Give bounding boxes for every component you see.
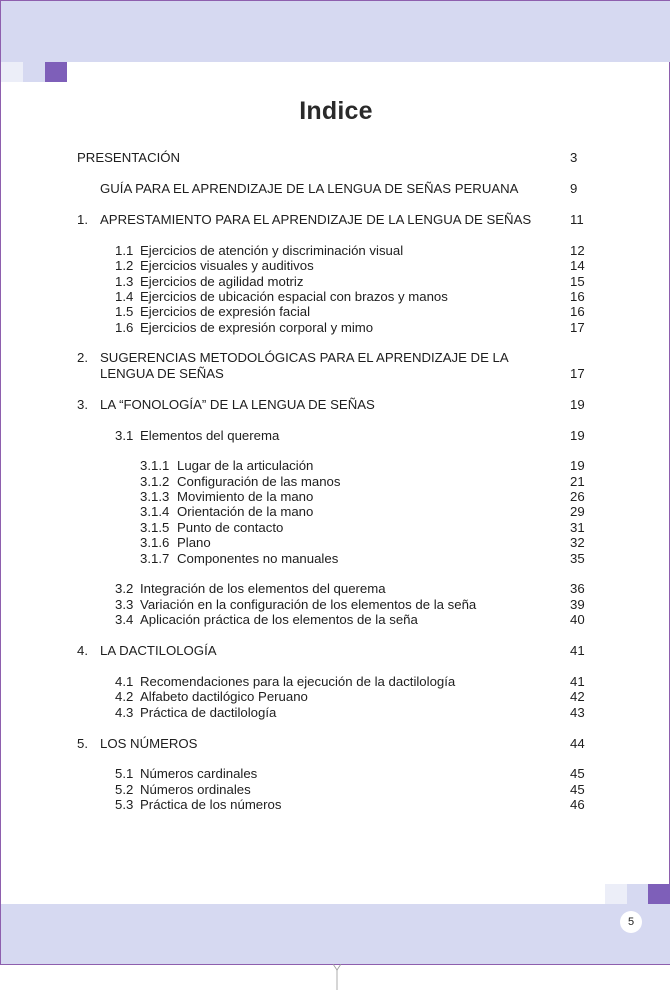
toc-entry (0, 181, 672, 197)
toc-entry-page: 29 (570, 504, 585, 519)
page-number: 5 (620, 911, 642, 933)
toc-entry-number: 3.1.3 (140, 489, 170, 504)
toc-entry (0, 350, 672, 366)
toc-entry-page: 14 (570, 258, 585, 273)
toc-entry-title: Orientación de la mano (177, 504, 314, 519)
toc-entry-title: GUÍA PARA EL APRENDIZAJE DE LA LENGUA DE SEÑAS PERUANA (100, 181, 519, 196)
toc-entry-title: Ejercicios de agilidad motriz (140, 274, 304, 289)
toc-entry-title: Ejercicios de ubicación espacial con brazos y manos (140, 289, 448, 304)
toc-entry-number: 1.3 (115, 274, 134, 289)
toc-entry (0, 489, 672, 505)
toc-entry-title: Plano (177, 535, 211, 550)
toc-entry (0, 504, 672, 520)
toc-entry-number: 3.1 (115, 428, 134, 443)
toc-entry (0, 797, 672, 813)
toc-entry-number: 4.1 (115, 674, 134, 689)
toc-entry (0, 766, 672, 782)
toc-entry-number: 4.2 (115, 689, 134, 704)
toc-entry-title: LENGUA DE SEÑAS (100, 366, 224, 381)
toc-entry-page: 17 (570, 366, 585, 381)
toc-entry-number: 3.1.5 (140, 520, 170, 535)
toc-entry-title: Práctica de los números (140, 797, 282, 812)
toc-entry (0, 612, 672, 628)
binding-mark (333, 964, 341, 990)
toc-entry-number: 3.4 (115, 612, 134, 627)
toc-entry-page: 16 (570, 289, 585, 304)
footer-band (1, 904, 670, 964)
toc-entry-page: 9 (570, 181, 578, 196)
toc-entry-title: PRESENTACIÓN (77, 150, 181, 165)
toc-entry (0, 782, 672, 798)
toc-entry-title: Ejercicios de expresión facial (140, 304, 311, 319)
toc-entry-page: 45 (570, 782, 585, 797)
toc-entry-page: 46 (570, 797, 585, 812)
toc-entry-page: 40 (570, 612, 585, 627)
toc-entry (0, 736, 672, 752)
toc-entry-title: Práctica de dactilología (140, 705, 277, 720)
toc-entry-page: 36 (570, 581, 585, 596)
toc-entry-number: 1.2 (115, 258, 134, 273)
decor-square-accent (45, 62, 67, 82)
toc-entry-number: 4.3 (115, 705, 134, 720)
decor-square-accent (648, 884, 670, 904)
toc-entry-title: Componentes no manuales (177, 551, 339, 566)
toc-entry-title: Integración de los elementos del querema (140, 581, 386, 596)
toc-entry-number: 3.1.7 (140, 551, 170, 566)
toc-entry-title: APRESTAMIENTO PARA EL APRENDIZAJE DE LA LENGUA DE SEÑAS (100, 212, 532, 227)
toc-entry-title: LA DACTILOLOGÍA (100, 643, 217, 658)
header-band (1, 1, 670, 62)
toc-entry (0, 581, 672, 597)
toc-entry-page: 17 (570, 320, 585, 335)
toc-entry-page: 31 (570, 520, 585, 535)
toc-entry-page: 44 (570, 736, 585, 751)
toc-entry-number: 1.6 (115, 320, 134, 335)
toc-entry-number: 1. (77, 212, 88, 227)
toc-entry-number: 1.1 (115, 243, 134, 258)
toc-entry (0, 366, 672, 382)
toc-entry (0, 304, 672, 320)
toc-entry (0, 274, 672, 290)
toc-entry (0, 551, 672, 567)
toc-entry-page: 39 (570, 597, 585, 612)
toc-entry (0, 689, 672, 705)
toc-entry-page: 32 (570, 535, 585, 550)
toc-entry (0, 643, 672, 659)
toc-entry-title: Elementos del querema (140, 428, 280, 443)
toc-entry-page: 15 (570, 274, 585, 289)
toc-entry-title: Números ordinales (140, 782, 251, 797)
toc-entry-page: 41 (570, 674, 585, 689)
toc-entry-page: 45 (570, 766, 585, 781)
toc-entry-page: 12 (570, 243, 585, 258)
toc-entry-number: 3. (77, 397, 88, 412)
toc-entry-page: 41 (570, 643, 585, 658)
toc-entry-number: 5. (77, 736, 88, 751)
toc-entry-number: 5.3 (115, 797, 134, 812)
toc-entry (0, 212, 672, 228)
toc-entry-number: 2. (77, 350, 88, 365)
page-title: Indice (299, 97, 373, 125)
toc-entry (0, 397, 672, 413)
toc-entry (0, 535, 672, 551)
toc-entry-title: Números cardinales (140, 766, 258, 781)
toc-entry (0, 458, 672, 474)
decor-square-mid (23, 62, 45, 82)
toc-entry-number: 1.4 (115, 289, 134, 304)
toc-entry-title: Ejercicios de expresión corporal y mimo (140, 320, 374, 335)
toc-entry-number: 3.1.1 (140, 458, 170, 473)
toc-entry-title: LOS NÚMEROS (100, 736, 198, 751)
toc-entry-number: 3.1.4 (140, 504, 170, 519)
toc-entry-title: Recomendaciones para la ejecución de la dactilología (140, 674, 456, 689)
toc-entry (0, 674, 672, 690)
toc-entry-page: 42 (570, 689, 585, 704)
toc-entry-page: 21 (570, 474, 585, 489)
decor-square-light (1, 62, 23, 82)
toc-entry-title: Ejercicios visuales y auditivos (140, 258, 314, 273)
toc-entry-number: 3.2 (115, 581, 134, 596)
toc-entry-number: 4. (77, 643, 88, 658)
toc-entry-title: Configuración de las manos (177, 474, 341, 489)
toc-entry-number: 3.1.2 (140, 474, 170, 489)
toc-entry-number: 3.3 (115, 597, 134, 612)
toc-entry-page: 3 (570, 150, 578, 165)
toc-entry-number: 1.5 (115, 304, 134, 319)
toc-entry (0, 597, 672, 613)
toc-entry (0, 289, 672, 305)
toc-entry (0, 520, 672, 536)
toc-entry (0, 258, 672, 274)
toc-entry-title: SUGERENCIAS METODOLÓGICAS PARA EL APRENDIZAJE DE LA (100, 350, 509, 365)
toc-entry (0, 428, 672, 444)
toc-entry-title: Variación en la configuración de los elementos de la seña (140, 597, 477, 612)
toc-entry-title: Aplicación práctica de los elementos de la seña (140, 612, 418, 627)
toc-entry (0, 243, 672, 259)
toc-entry-title: Ejercicios de atención y discriminación visual (140, 243, 404, 258)
toc-entry (0, 705, 672, 721)
toc-entry-page: 35 (570, 551, 585, 566)
toc-entry (0, 150, 672, 166)
toc-entry (0, 320, 672, 336)
toc-entry-number: 5.2 (115, 782, 134, 797)
toc-entry-page: 26 (570, 489, 585, 504)
toc-entry-title: Lugar de la articulación (177, 458, 314, 473)
decor-square-mid (627, 884, 648, 904)
toc-entry-title: LA “FONOLOGÍA” DE LA LENGUA DE SEÑAS (100, 397, 375, 412)
toc-entry (0, 474, 672, 490)
toc-entry-title: Alfabeto dactilógico Peruano (140, 689, 308, 704)
toc-entry-page: 16 (570, 304, 585, 319)
toc-entry-title: Punto de contacto (177, 520, 284, 535)
toc-entry-number: 3.1.6 (140, 535, 170, 550)
toc-entry-page: 19 (570, 397, 585, 412)
decor-square-light (605, 884, 627, 904)
toc-entry-page: 19 (570, 458, 585, 473)
toc-entry-page: 11 (570, 212, 584, 227)
toc-entry-page: 19 (570, 428, 585, 443)
toc-entry-page: 43 (570, 705, 585, 720)
toc-entry-number: 5.1 (115, 766, 134, 781)
toc-entry-title: Movimiento de la mano (177, 489, 314, 504)
